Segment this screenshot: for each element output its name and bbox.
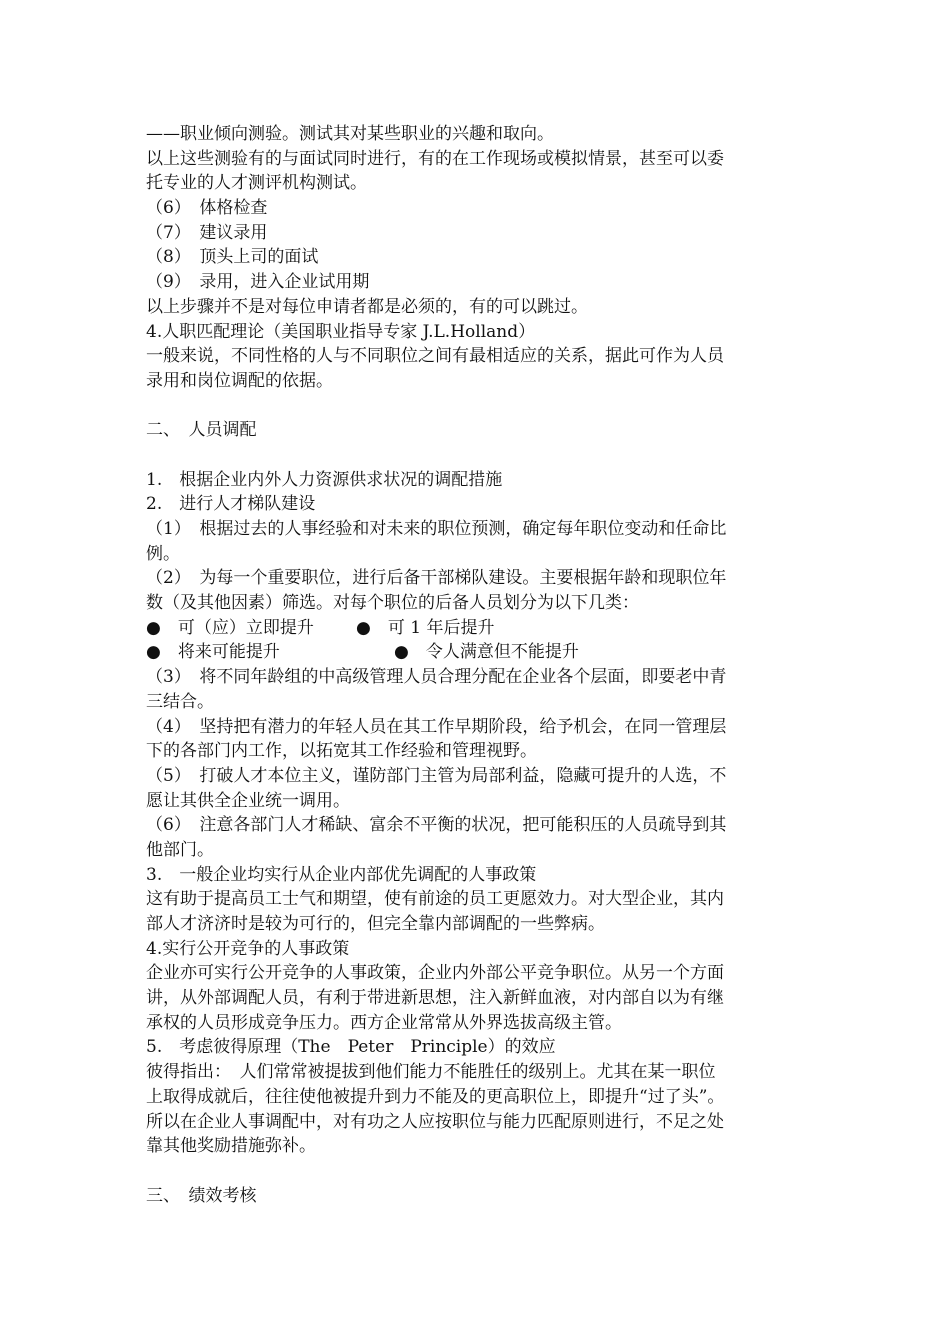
blank-line	[146, 443, 826, 468]
list-item: （4） 坚持把有潜力的年轻人员在其工作早期阶段，给予机会，在同一管理层	[146, 716, 727, 737]
subheading: 2. 进行人才梯队建设	[146, 494, 316, 515]
text-line: 企业亦可实行公开竞争的人事政策，企业内外部公平竞争职位。从另一个方面	[146, 963, 724, 984]
text-line: 数（及其他因素）筛选。对每个职位的后备人员划分为以下几类：	[146, 593, 639, 614]
list-item: （7） 建议录用	[146, 222, 268, 243]
subheading: 1. 根据企业内外人力资源供求状况的调配措施	[146, 469, 503, 490]
bullet-row	[146, 616, 826, 641]
text-line: 录用和岗位调配的依据。	[146, 370, 333, 391]
subheading: 5. 考虑彼得原理（The Peter Principle）的效应	[146, 1037, 556, 1058]
text-line: 承权的人员形成竞争压力。西方企业常常从外界选拔高级主管。	[146, 1012, 622, 1033]
text-line: 他部门。	[146, 839, 214, 860]
text-line: 下的各部门内工作，以拓宽其工作经验和管理视野。	[146, 741, 537, 762]
text-line: 这有助于提高员工士气和期望，使有前途的员工更愿效力。对大型企业，其内	[146, 889, 724, 910]
bullet-item: ● 可（应）立即提升	[146, 617, 314, 638]
list-item: （8） 顶头上司的面试	[146, 247, 319, 268]
bullet-item: ● 可 1 年后提升	[356, 617, 495, 638]
list-item: （2） 为每一个重要职位，进行后备干部梯队建设。主要根据年龄和现职位年	[146, 568, 727, 589]
text-line: 例。	[146, 543, 180, 564]
text-line: 部人才济济时是较为可行的，但完全靠内部调配的一些弊病。	[146, 914, 605, 934]
document-body	[146, 122, 826, 1208]
text-line: 一般来说，不同性格的人与不同职位之间有最相适应的关系，据此可作为人员	[146, 346, 724, 367]
blank-line	[146, 394, 826, 419]
bullet-row	[146, 640, 826, 665]
list-item: （9） 录用，进入企业试用期	[146, 272, 370, 293]
text-line: 上取得成就后，往往使他被提升到力不能及的更高职位上，即提升“过了头”。	[146, 1086, 725, 1107]
bullet-item: ● 将来可能提升	[146, 642, 280, 663]
list-item: （6） 体格检查	[146, 198, 268, 219]
text-line: 以上这些测验有的与面试同时进行，有的在工作现场或模拟情景，甚至可以委	[146, 148, 724, 169]
text-line: 托专业的人才测评机构测试。	[146, 173, 367, 194]
subheading: 4.人职匹配理论（美国职业指导专家 J.L.Holland）	[146, 321, 536, 342]
list-item: （6） 注意各部门人才稀缺、富余不平衡的状况，把可能积压的人员疏导到其	[146, 815, 727, 836]
list-item: （1） 根据过去的人事经验和对未来的职位预测，确定每年职位变动和任命比	[146, 519, 727, 539]
text-line: 彼得指出： 人们常常被提拔到他们能力不能胜任的级别上。尤其在某一职位	[146, 1062, 716, 1083]
subheading: 4.实行公开竞争的人事政策	[146, 938, 350, 959]
text-line: 讲，从外部调配人员，有利于带进新思想，注入新鲜血液，对内部自以为有继	[146, 988, 724, 1009]
text-line: 愿让其供全企业统一调用。	[146, 790, 350, 811]
list-item: （3） 将不同年龄组的中高级管理人员合理分配在企业各个层面，即要老中青	[146, 667, 727, 688]
text-line: 以上步骤并不是对每位申请者都是必须的，有的可以跳过。	[146, 296, 588, 317]
section-heading: 三、 绩效考核	[146, 1185, 257, 1206]
subheading: 3. 一般企业均实行从企业内部优先调配的人事政策	[146, 864, 537, 885]
text-line: ——职业倾向测验。测试其对某些职业的兴趣和取向。	[146, 124, 554, 144]
bullet-item: ● 令人满意但不能提升	[394, 642, 579, 663]
text-line: 所以在企业人事调配中，对有功之人应按职位与能力匹配原则进行，不足之处	[146, 1111, 724, 1132]
text-line: 靠其他奖励措施弥补。	[146, 1136, 316, 1157]
list-item: （5） 打破人才本位主义，谨防部门主管为局部利益，隐藏可提升的人选，不	[146, 765, 727, 786]
text-line: 三结合。	[146, 691, 214, 712]
blank-line	[146, 1159, 826, 1184]
section-heading: 二、 人员调配	[146, 420, 257, 441]
